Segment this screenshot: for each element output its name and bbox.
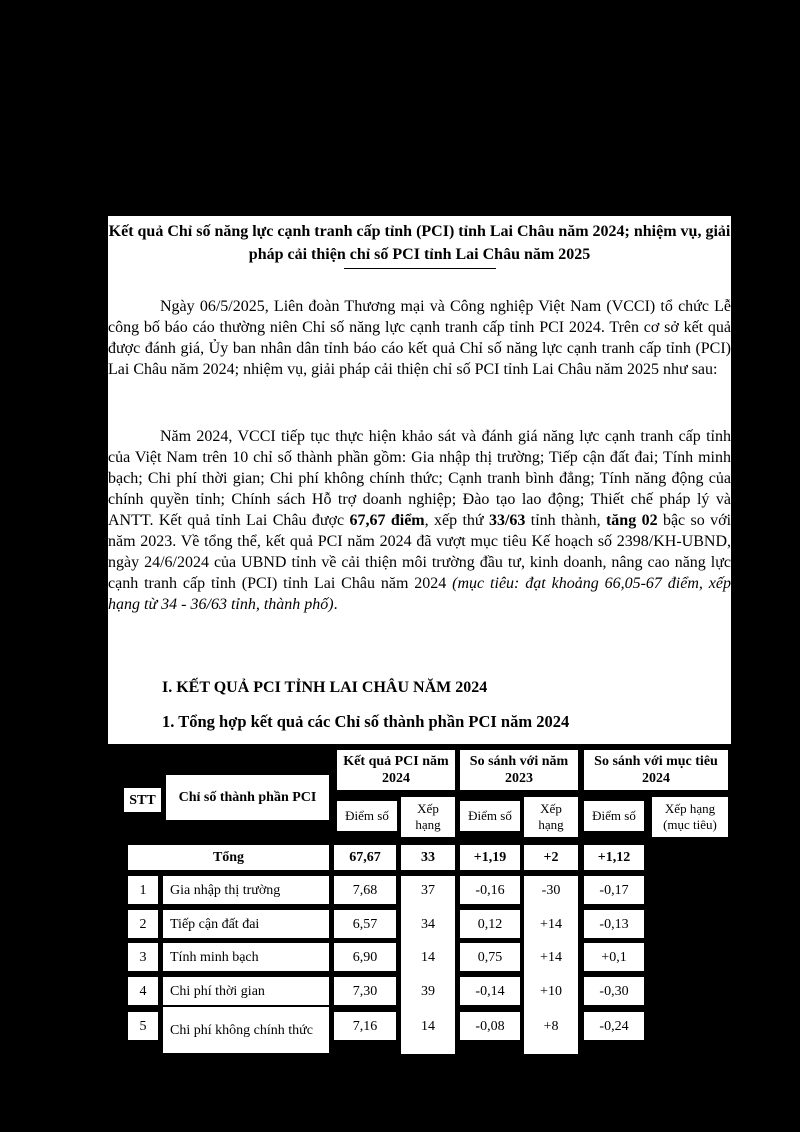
- total-rank: 33: [401, 845, 455, 870]
- row-5-delta-rank-2023: +8: [524, 1012, 578, 1040]
- row-1-delta-score-2023: -0,16: [460, 876, 520, 904]
- row-3-delta-score-target: +0,1: [584, 943, 644, 971]
- row-3-score: 6,90: [334, 943, 396, 971]
- row-3-stt: 3: [128, 943, 158, 971]
- row-5-delta-score-target: -0,24: [584, 1012, 644, 1040]
- summary-rank: 33/63: [488, 512, 526, 529]
- summary-text-2: , xếp thứ: [424, 512, 489, 529]
- row-1-rank: 37: [401, 876, 455, 904]
- section-heading: I. KẾT QUẢ PCI TỈNH LAI CHÂU NĂM 2024: [162, 679, 488, 696]
- row-4-stt: 4: [128, 977, 158, 1005]
- rank-2024-column: [401, 876, 455, 1054]
- row-2-delta-score-target: -0,13: [584, 910, 644, 938]
- summary-score: 67,67 điểm: [349, 512, 425, 529]
- total-score: 67,67: [334, 845, 396, 870]
- row-2-score: 6,57: [334, 910, 396, 938]
- row-4-delta-score-2023: -0,14: [460, 977, 520, 1005]
- header-rank-2023: Xếp hạng: [524, 797, 578, 837]
- row-1-delta-rank-2023: -30: [524, 876, 578, 904]
- header-compare-2023: So sánh với năm 2023: [460, 750, 578, 790]
- total-delta-rank-2023: +2: [524, 845, 578, 870]
- summary-end: .: [333, 596, 338, 613]
- row-3-name: Tính minh bạch: [163, 943, 329, 971]
- header-compare-target: So sánh với mục tiêu 2024: [584, 750, 728, 790]
- document-title: Kết quả Chỉ số năng lực cạnh tranh cấp tỉnh (PCI) tỉnh Lai Châu năm 2024; nhiệm vụ, giải pháp cải thiện chỉ số PCI tỉnh Lai Châu năm 2025: [108, 223, 731, 263]
- document-page: [108, 216, 731, 744]
- row-2-rank: 34: [401, 910, 455, 938]
- header-stt: STT: [124, 788, 161, 812]
- summary-text-4: bậc so với năm 2023. Về tổng thể, kết quả PCI năm 2024 đã vượt mục tiêu Kế hoạch số 2398/KH-UBND, ngày 24/6/2024 của UBND tỉnh về cải thiện môi trường đầu tư, kinh doanh, nâng cao năng lực cạnh tranh cấp tỉnh (PCI) tỉnh Lai Châu năm 2024: [108, 512, 732, 592]
- row-1-stt: 1: [128, 876, 158, 904]
- row-1-name: Gia nhập thị trường: [163, 876, 329, 904]
- summary-text-1: Năm 2024, VCCI tiếp tục thực hiện khảo sát và đánh giá năng lực cạnh tranh cấp tỉnh của Việt Nam trên 10 chỉ số thành phần gồm: Gia nhập thị trường; Tiếp cận đất đai; Tính minh bạch; Chi phí thời gian; Chi phí không chính thức; Cạnh tranh bình đẳng; Tính năng động của chính quyền tỉnh; Chính sách Hỗ trợ doanh nghiệp; Đào tạo lao động; Thiết chế pháp lý và ANTT. Kết quả tỉnh Lai Châu được: [108, 428, 731, 529]
- row-2-delta-rank-2023: +14: [524, 910, 578, 938]
- header-result-2024: Kết quả PCI năm 2024: [337, 750, 455, 790]
- row-4-rank: 39: [401, 977, 455, 1005]
- row-5-rank: 14: [401, 1012, 455, 1040]
- summary-paragraph: [108, 426, 731, 615]
- row-5-delta-score-2023: -0,08: [460, 1012, 520, 1040]
- row-4-delta-rank-2023: +10: [524, 977, 578, 1005]
- header-score-2023: Điểm số: [460, 801, 520, 831]
- total-delta-score-target: +1,12: [584, 845, 644, 870]
- row-3-rank: 14: [401, 943, 455, 971]
- row-2-delta-score-2023: 0,12: [460, 910, 520, 938]
- row-4-name: Chi phí thời gian: [163, 977, 329, 1005]
- header-component: Chỉ số thành phần PCI: [166, 775, 329, 820]
- header-score-target: Điểm số: [584, 801, 644, 831]
- row-4-score: 7,30: [334, 977, 396, 1005]
- total-label: Tổng: [128, 845, 329, 870]
- row-5-score: 7,16: [334, 1012, 396, 1040]
- row-5-stt: 5: [128, 1012, 158, 1040]
- row-2-name: Tiếp cận đất đai: [163, 910, 329, 938]
- intro-paragraph: Ngày 06/5/2025, Liên đoàn Thương mại và Công nghiệp Việt Nam (VCCI) tổ chức Lễ công bố báo cáo thường niên Chỉ số năng lực cạnh tranh cấp tỉnh PCI 2024. Trên cơ sở kết quả được đánh giá, Ủy ban nhân dân tỉnh báo cáo kết quả Chỉ số năng lực cạnh tranh cấp tỉnh (PCI) Lai Châu năm 2024; nhiệm vụ, giải pháp cải thiện chỉ số PCI tỉnh Lai Châu năm 2025 như sau:: [108, 298, 731, 378]
- title-underline: [344, 268, 496, 269]
- row-4-delta-score-target: -0,30: [584, 977, 644, 1005]
- rank-2023-column: [524, 876, 578, 1054]
- row-1-delta-score-target: -0,17: [584, 876, 644, 904]
- header-rank-2024: Xếp hạng: [401, 797, 455, 837]
- row-3-delta-score-2023: 0,75: [460, 943, 520, 971]
- header-score-2024: Điểm số: [337, 801, 397, 831]
- row-5-name: Chi phí không chính thức: [163, 1007, 329, 1053]
- row-3-delta-rank-2023: +14: [524, 943, 578, 971]
- summary-target-note: (mục tiêu: đạt khoảng 66,05-67 điểm, xếp hạng từ 34 - 36/63 tỉnh, thành phố): [108, 575, 731, 613]
- summary-text-3: tỉnh thành,: [525, 512, 606, 529]
- subsection-heading: 1. Tổng hợp kết quả các Chỉ số thành phần PCI năm 2024: [162, 712, 570, 731]
- summary-increase: tăng 02: [605, 512, 658, 529]
- row-1-score: 7,68: [334, 876, 396, 904]
- header-rank-target: Xếp hạng (mục tiêu): [652, 797, 728, 837]
- row-2-stt: 2: [128, 910, 158, 938]
- total-delta-score-2023: +1,19: [460, 845, 520, 870]
